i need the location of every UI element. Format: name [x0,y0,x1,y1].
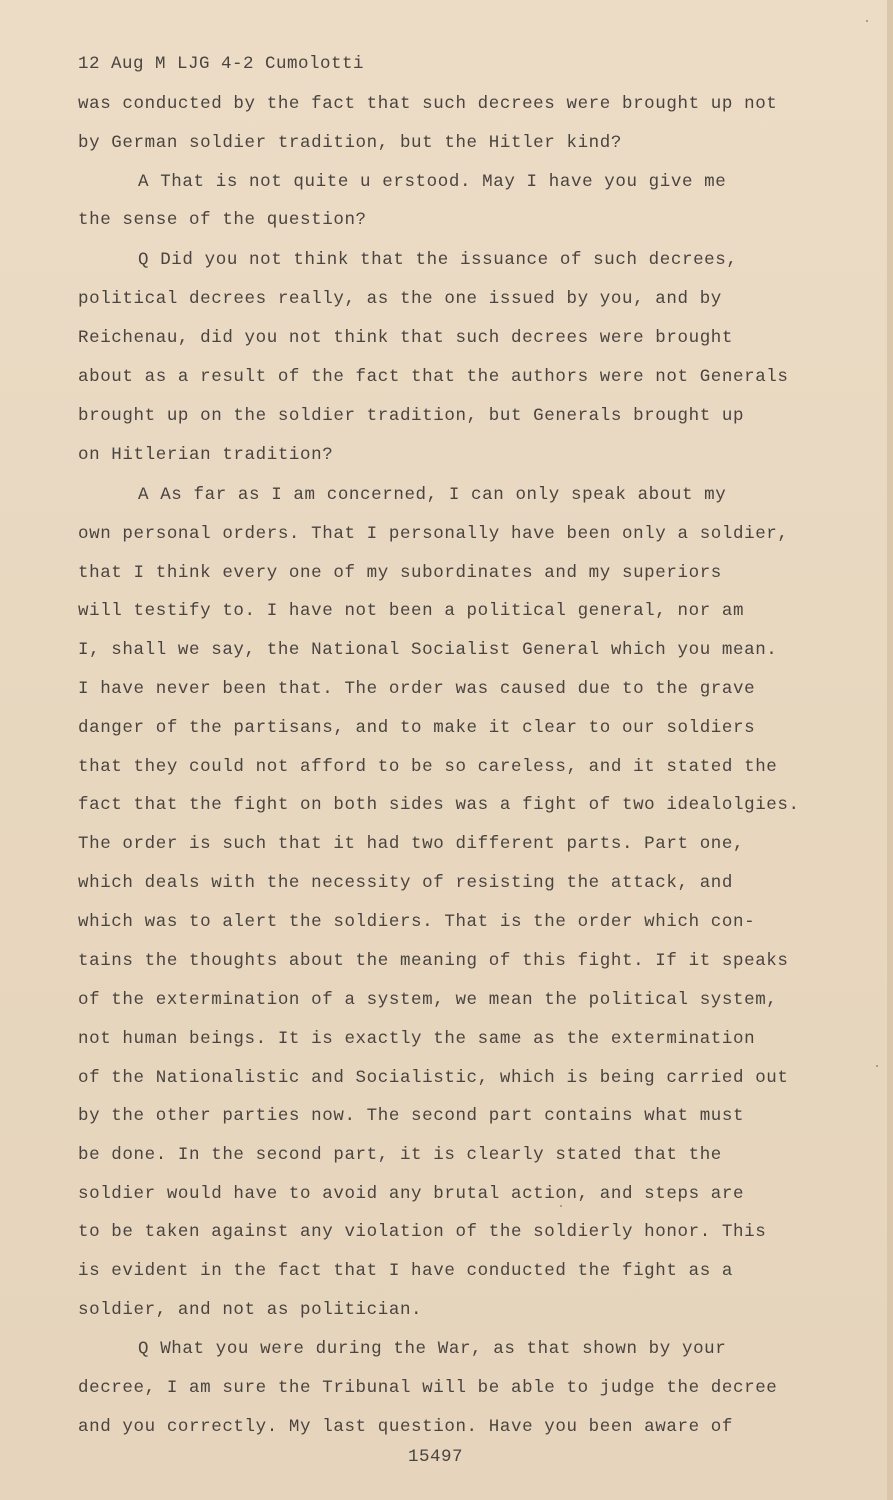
text-line: and you correctly. My last question. Have you been aware of [78,1417,734,1437]
text-line: own personal orders. That I personally have been only a soldier, [78,524,789,544]
text-line: Reichenau, did you not think that such decrees were brought [78,328,734,348]
text-line: I, shall we say, the National Socialist General which you mean. [78,640,778,660]
text-line: Q What you were during the War, as that shown by your [138,1339,727,1359]
text-line: that they could not afford to be so careless, and it stated the [78,757,778,777]
text-line: A As far as I am concerned, I can only speak about my [138,485,727,505]
text-line: A That is not quite u erstood. May I have you give me [138,172,727,192]
text-line: soldier would have to avoid any brutal action, and steps are [78,1184,745,1204]
text-line: brought up on the soldier tradition, but Generals brought up [78,406,745,426]
text-line: of the Nationalistic and Socialistic, which is being carried out [78,1068,789,1088]
text-line: decree, I am sure the Tribunal will be able to judge the decree [78,1378,778,1398]
text-line: political decrees really, as the one issued by you, and by [78,289,722,309]
text-line: fact that the fight on both sides was a fight of two idealolgies. [78,795,800,815]
text-line: danger of the partisans, and to make it clear to our soldiers [78,718,756,738]
page-header: 12 Aug M LJG 4-2 Cumolotti [78,54,365,74]
text-line: by the other parties now. The second part contains what must [78,1106,745,1126]
text-line: is evident in the fact that I have conducted the fight as a [78,1261,734,1281]
paper-speck [876,1065,878,1067]
text-line: on Hitlerian tradition? [78,445,334,465]
paper-speck [866,20,868,22]
paper-speck [560,1205,562,1207]
text-line: The order is such that it had two different parts. Part one, [78,834,745,854]
text-line: soldier, and not as politician. [78,1300,423,1320]
text-line: which deals with the necessity of resisting the attack, and [78,873,734,893]
text-line: will testify to. I have not been a political general, nor am [78,601,745,621]
page-number: 15497 [408,1447,464,1467]
text-line: be done. In the second part, it is clearly stated that the [78,1145,722,1165]
text-line: that I think every one of my subordinates and my superiors [78,563,722,583]
text-line: was conducted by the fact that such decrees were brought up not [78,94,778,114]
text-line: to be taken against any violation of the soldierly honor. This [78,1222,767,1242]
text-line: about as a result of the fact that the authors were not Generals [78,367,789,387]
text-line: tains the thoughts about the meaning of this fight. If it speaks [78,951,789,971]
text-line: I have never been that. The order was caused due to the grave [78,679,756,699]
text-line: by German soldier tradition, but the Hitler kind? [78,133,622,153]
text-line: of the extermination of a system, we mean the political system, [78,990,778,1010]
text-line: not human beings. It is exactly the same as the extermination [78,1029,756,1049]
text-line: which was to alert the soldiers. That is the order which con- [78,912,756,932]
text-line: the sense of the question? [78,210,367,230]
text-line: Q Did you not think that the issuance of such decrees, [138,250,738,270]
